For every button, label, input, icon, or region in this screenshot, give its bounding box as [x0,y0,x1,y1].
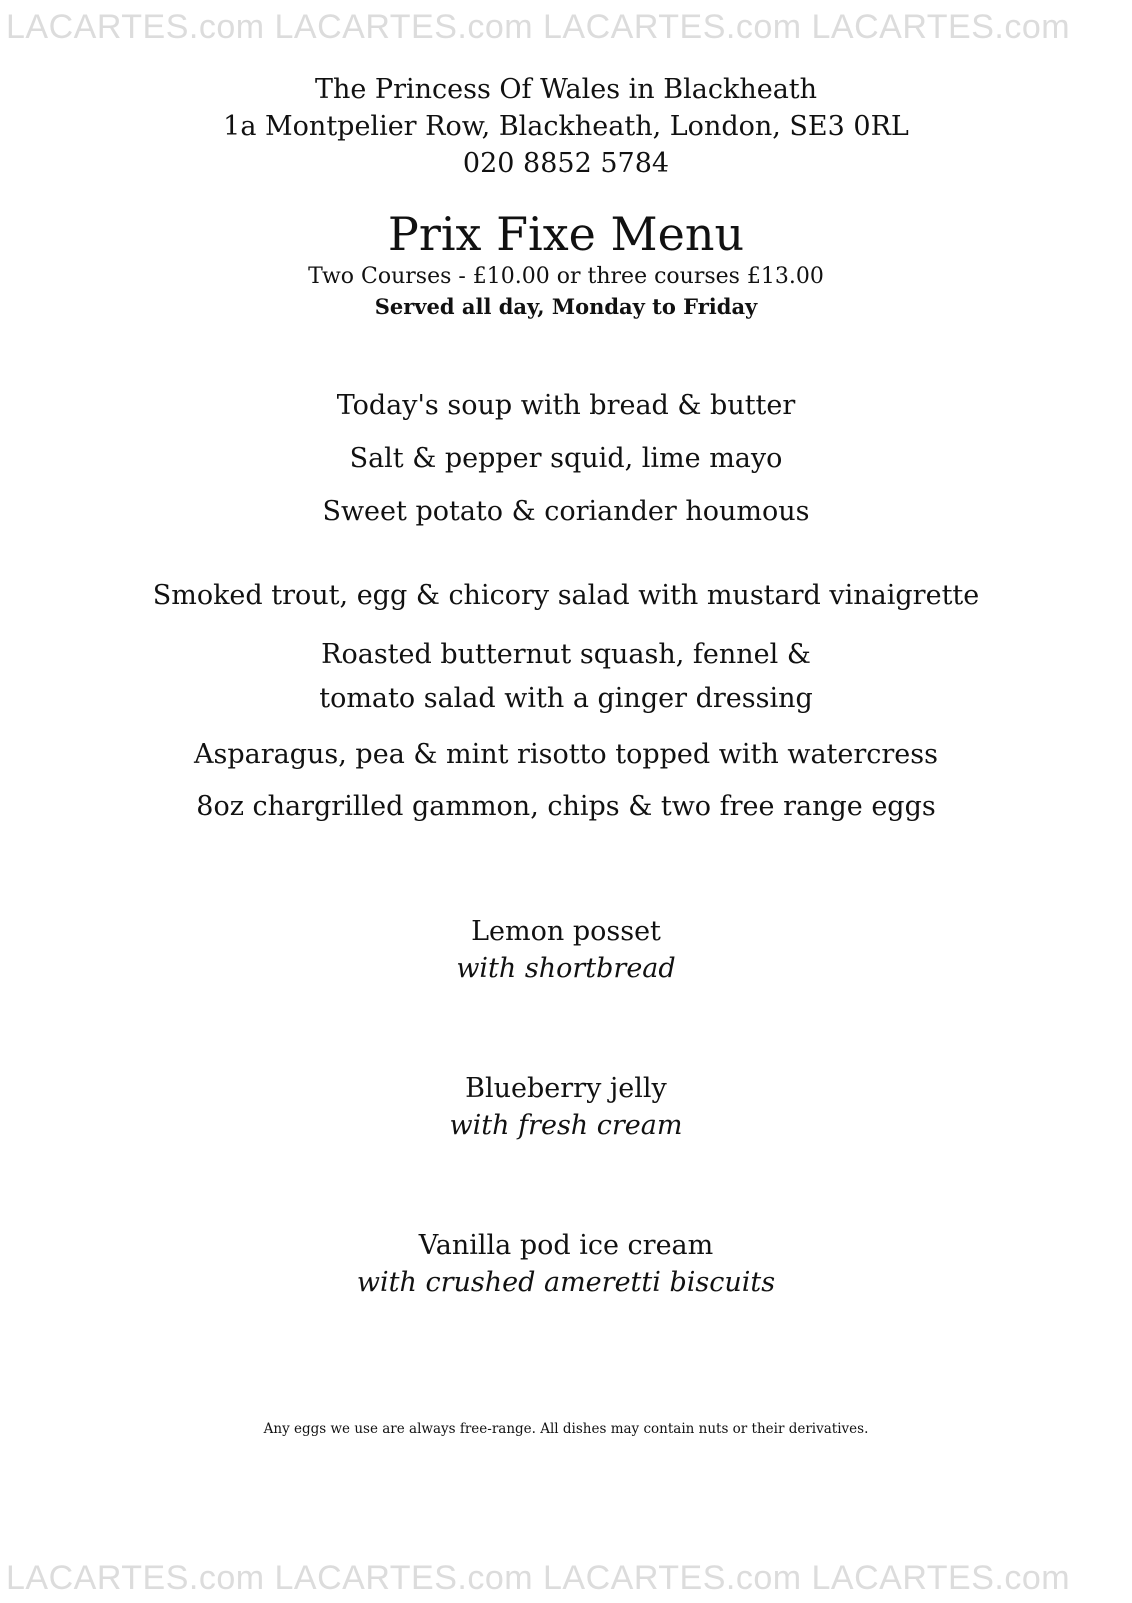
venue-header [0,71,1132,182]
watermark-top: LACARTES.com LACARTES.com LACARTES.com LACARTES.com [6,8,1071,46]
footer-note [0,1419,1132,1439]
starter-item: Salt & pepper squid, lime mayo [349,443,783,474]
venue-address: 1a Montpelier Row, Blackheath, London, SE3 0RL [223,111,909,142]
dessert-name: Lemon posset [471,916,661,947]
dessert-description: with shortbread [456,953,676,984]
dessert-name: Blueberry jelly [465,1073,667,1104]
main-item-continued: tomato salad with a ginger dressing [319,683,813,714]
allergen-note: Any eggs we use are always free-range. All dishes may contain nuts or their derivatives. [263,1421,869,1437]
dessert-item [0,913,1132,987]
starter-item: Sweet potato & coriander houmous [322,496,810,527]
dessert-name: Vanilla pod ice cream [418,1230,714,1261]
main-item: Asparagus, pea & mint risotto topped with watercress [194,739,938,770]
dessert-item [0,1227,1132,1301]
mains-section [0,574,1132,833]
menu-title: Prix Fixe Menu [387,207,745,261]
menu-pricing: Two Courses - £10.00 or three courses £13.00 [308,264,824,289]
watermark-bottom: LACARTES.com LACARTES.com LACARTES.com LACARTES.com [6,1559,1071,1597]
starter-item: Today's soup with bread & butter [336,390,796,421]
dessert-description: with fresh cream [449,1110,683,1141]
dessert-description: with crushed ameretti biscuits [356,1267,776,1298]
venue-phone: 020 8852 5784 [462,148,670,179]
menu-availability: Served all day, Monday to Friday [374,294,758,319]
main-item: Smoked trout, egg & chicory salad with mustard vinaigrette [152,580,980,611]
menu-heading [0,206,1132,322]
dessert-item [0,1070,1132,1144]
venue-name: The Princess Of Wales in Blackheath [314,74,818,105]
main-item: 8oz chargrilled gammon, chips & two free range eggs [196,791,936,822]
main-item: Roasted butternut squash, fennel & [321,639,811,670]
starters-section [0,379,1132,538]
